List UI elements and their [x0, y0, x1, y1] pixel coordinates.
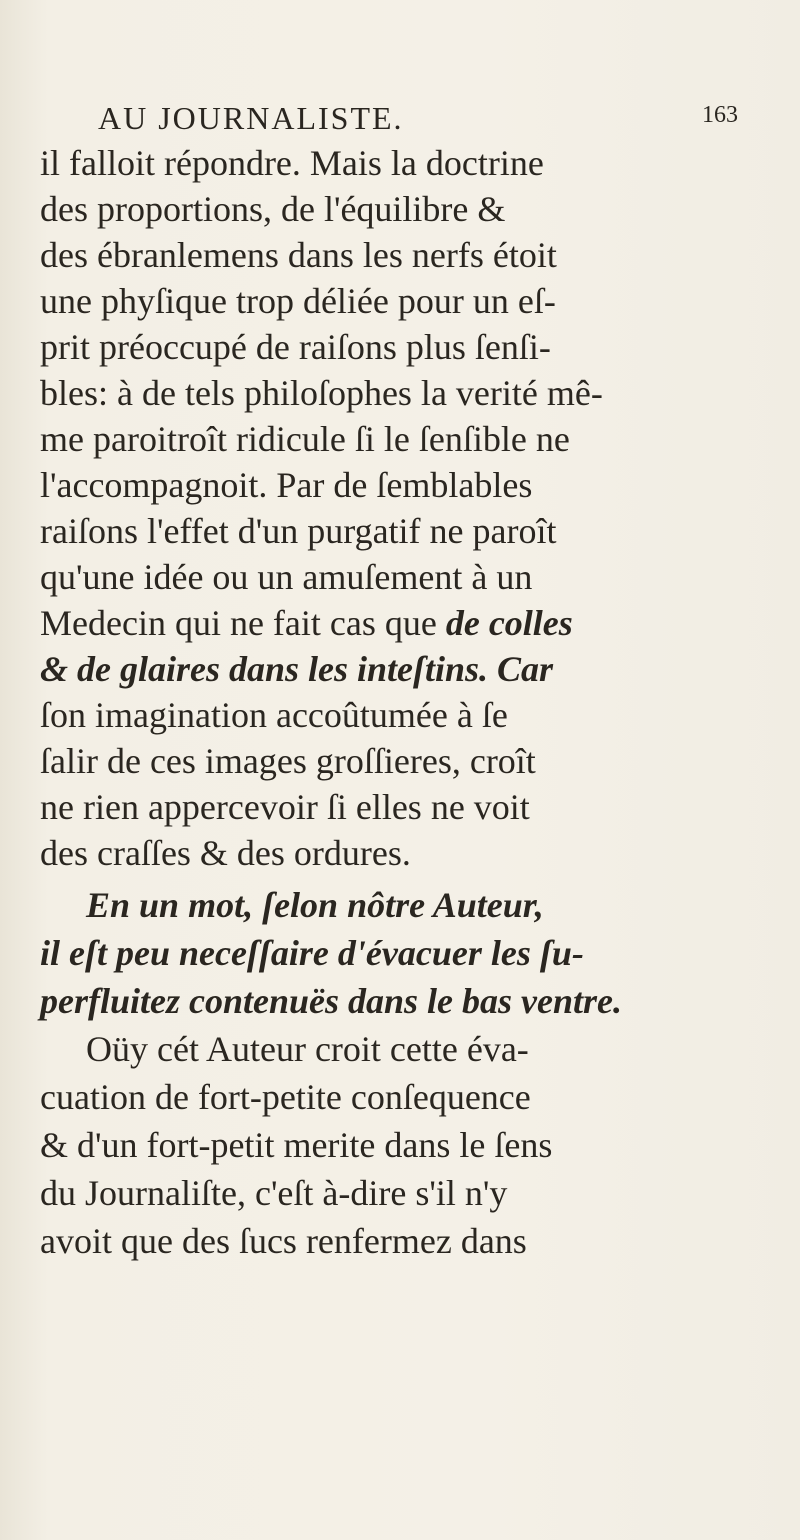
text-line-7: me paroitroît ridicule ſi le ſenſible ne	[40, 419, 570, 459]
text-line-24: avoit que des ſucs renfermez dans	[40, 1221, 527, 1261]
page-header	[98, 100, 738, 140]
text-line-19: perfluitez contenuës dans le bas ventre.	[40, 981, 622, 1021]
text-line-17: En un mot, ſelon nôtre Auteur,	[86, 885, 544, 925]
text-line-16: des craſſes & des ordures.	[40, 833, 411, 873]
text-line-2: des proportions, de l'équilibre &	[40, 189, 506, 229]
text-line-10: qu'une idée ou un amuſement à un	[40, 557, 533, 597]
text-line-15: ne rien appercevoir ſi elles ne voit	[40, 787, 530, 827]
text-line-21: cuation de fort-petite conſequence	[40, 1077, 531, 1117]
text-line-11	[40, 600, 573, 646]
text-line-8: l'accompagnoit. Par de ſemblables	[40, 465, 533, 505]
text-line-11-roman: Medecin qui ne fait cas que	[40, 603, 446, 643]
text-line-4: une phyſique trop déliée pour un eſ-	[40, 281, 556, 321]
text-line-11-italic: de colles	[445, 603, 573, 643]
running-title: AU JOURNALISTE.	[98, 100, 404, 136]
text-line-14: ſalir de ces images groſſieres, croît	[40, 741, 536, 781]
text-line-13: ſon imagination accoûtumée à ſe	[40, 695, 508, 735]
text-line-20: Oüy cét Auteur croit cette éva-	[86, 1029, 529, 1069]
text-line-22: & d'un fort-petit merite dans le ſens	[40, 1125, 553, 1165]
text-line-18: il eſt peu neceſſaire d'évacuer les ſu-	[40, 933, 584, 973]
text-line-5: prit préoccupé de raiſons plus ſenſi-	[40, 327, 551, 367]
text-line-9: raiſons l'effet d'un purgatif ne paroît	[40, 511, 557, 551]
text-line-6: bles: à de tels philoſophes la verité mê-	[40, 373, 603, 413]
text-line-1: il falloit répondre. Mais la doctrine	[40, 143, 544, 183]
text-line-3: des ébranlemens dans les nerfs étoit	[40, 235, 557, 275]
text-line-23: du Journaliſte, c'eſt à-dire s'il n'y	[40, 1173, 508, 1213]
text-line-12: & de glaires dans les inteſtins. Car	[40, 649, 554, 689]
page-number: 163	[702, 102, 738, 128]
